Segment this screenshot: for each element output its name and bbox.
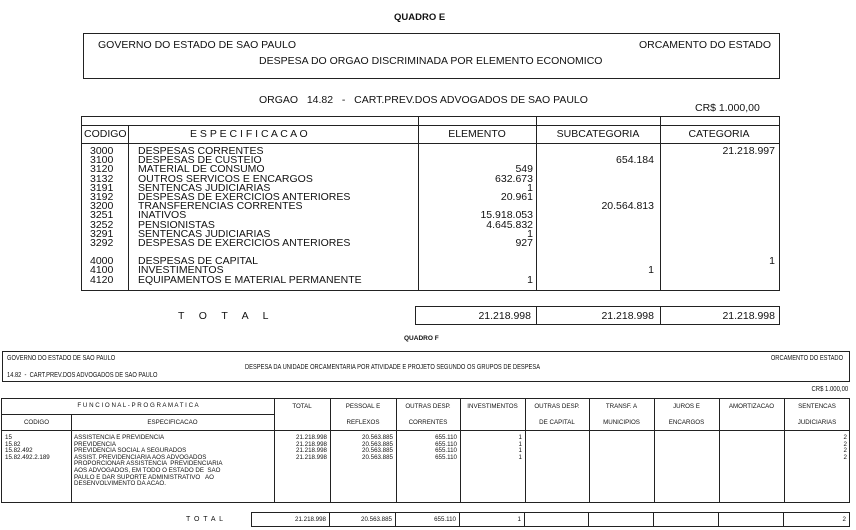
- col-outras-corr-2: CORRENTES: [408, 419, 448, 426]
- total-categoria: 21.218.998: [722, 310, 775, 322]
- row-spec: EQUIPAMENTOS E MATERIAL PERMANENTE: [138, 273, 362, 286]
- row-elemento: 20.961: [500, 190, 533, 203]
- col-outras-corr-1: OUTRAS DESP.: [405, 403, 451, 410]
- col-amortizacao: AMORTIZACAO: [728, 403, 775, 410]
- row-categoria: [660, 193, 775, 202]
- row-subcategoria: [536, 239, 654, 248]
- row-code: 3191: [90, 181, 114, 194]
- row-code: 3252: [90, 218, 114, 231]
- row-subcategoria: [536, 165, 654, 174]
- quadro-e-total-box: [415, 306, 780, 325]
- row-categoria: [660, 266, 775, 275]
- row-subcategoria: [536, 175, 654, 184]
- row-subcategoria: [536, 221, 654, 230]
- col-total: TOTAL: [292, 403, 312, 410]
- quadro-f-table: [1, 398, 850, 503]
- row-code: 3132: [90, 172, 114, 185]
- row-elemento: 4.645.832: [486, 218, 533, 231]
- currency-unit: CR$ 1.000,00: [695, 102, 760, 114]
- row-subcategoria: [536, 230, 654, 239]
- gov-title-f: GOVERNO DO ESTADO DE SAO PAULO: [7, 355, 116, 362]
- row-spec: SENTENCAS JUDICIARIAS: [138, 181, 271, 194]
- row-code: 4120: [90, 273, 114, 286]
- row-elemento: 1: [527, 181, 533, 194]
- col-elemento: ELEMENTO: [448, 128, 506, 140]
- row-spec: TRANSFERENCIAS CORRENTES: [138, 200, 303, 213]
- row-subcategoria: 1: [648, 264, 654, 277]
- budget-title-f: ORCAMENTO DO ESTADO: [770, 355, 843, 362]
- row-elemento: 632.673: [495, 172, 533, 185]
- codigo-column-f: [5, 435, 50, 461]
- row-spec-f: PREVIDENCIA: [74, 440, 116, 448]
- elemento-column: [418, 147, 533, 285]
- report-subtitle: DESPESA DO ORGAO DISCRIMINADA POR ELEMENTO ECONOMICO: [259, 55, 603, 67]
- quadro-e-title: QUADRO E: [394, 12, 446, 23]
- col-categoria: CATEGORIA: [688, 128, 750, 140]
- col-codigo-f: CODIGO: [23, 419, 50, 426]
- row-categoria: [660, 175, 775, 184]
- budget-title: ORCAMENTO DO ESTADO: [638, 39, 771, 51]
- row-code: 3120: [90, 163, 114, 176]
- row-spec-f: ASSISTENCIA E PREVIDENCIA: [74, 434, 165, 441]
- row-categoria: [660, 276, 775, 285]
- row-elemento: [418, 257, 533, 266]
- row-subcategoria: [536, 184, 654, 193]
- invest-column-f: 1 1 1 1: [518, 434, 522, 461]
- col-codigo: CODIGO: [84, 128, 127, 140]
- total-elemento: 21.218.998: [478, 310, 531, 322]
- row-code: 3100: [90, 154, 114, 167]
- total-f-outras: 655.110: [434, 516, 456, 523]
- pessoal-column-f: 20.563.885 20.563.885 20.563.885 20.563.885: [362, 434, 393, 461]
- row-spec: DESPESAS DE EXERCICIOS ANTERIORES: [138, 190, 351, 203]
- total-f-sentencas: 2: [842, 516, 846, 523]
- row-elemento: 549: [515, 163, 533, 176]
- row-spec: OUTROS SERVICOS E ENCARGOS: [138, 172, 313, 185]
- row-spec: DESPESAS DE EXERCICIOS ANTERIORES: [138, 236, 351, 249]
- row-spec-f: PREVIDENCIA SOCIAL A SEGURADOS: [74, 447, 187, 455]
- row-spec: MATERIAL DE CONSUMO: [138, 163, 265, 176]
- organ-line-f: 14.82 - CART.PREV.DOS ADVOGADOS DE SAO PAULO: [7, 372, 158, 379]
- col-pessoal-2: REFLEXOS: [346, 419, 380, 426]
- col-sentencas-1: SENTENCAS: [798, 403, 836, 410]
- row-elemento: [418, 248, 533, 257]
- spec-continuation: AOS ADVOGADOS, EM TODO O ESTADO DE SAO: [74, 466, 221, 474]
- row-elemento: [418, 147, 533, 156]
- col-pessoal-1: PESSOAL E: [345, 403, 381, 410]
- row-elemento: 927: [515, 236, 533, 249]
- row-code: 3192: [90, 190, 114, 203]
- col-especificacao: E S P E C I F I C A C A O: [190, 128, 308, 140]
- row-spec: PENSIONISTAS: [138, 218, 215, 231]
- total-column-f: 21.218.998 21.218.998 21.218.998 21.218.998: [296, 434, 327, 461]
- row-code: 4100: [90, 264, 114, 277]
- quadro-f-header-box: [2, 351, 850, 382]
- quadro-f-title: QUADRO F: [404, 335, 439, 342]
- row-subcategoria: [536, 211, 654, 220]
- row-elemento: [418, 266, 533, 275]
- outras-column-f: 655.110 655.110 655.110 655.110: [435, 434, 457, 461]
- subtitle-f: DESPESA DA UNIDADE ORCAMENTARIA POR ATIVIDADE E PROJETO SEGUNDO OS GRUPOS DE DESPESA: [245, 364, 541, 371]
- col-transf-1: TRANSF. A: [605, 403, 638, 410]
- col-outras-cap-2: DE CAPITAL: [539, 419, 575, 426]
- total-label: T O T A L: [178, 310, 269, 322]
- col-juros-2: ENCARGOS: [668, 419, 705, 426]
- col-sentencas-2: JUDICIARIAS: [797, 419, 837, 426]
- quadro-e-header-box: [83, 33, 780, 79]
- quadro-e-table: [81, 116, 780, 291]
- row-categoria: 1: [769, 255, 775, 268]
- row-categoria: 21.218.997: [722, 145, 775, 157]
- row-elemento: 15.918.053: [480, 209, 533, 222]
- row-spec: SENTENCAS JUDICIARIAS: [138, 227, 271, 240]
- col-juros-1: JUROS E: [673, 403, 700, 410]
- quadro-f-total-box: [251, 512, 850, 527]
- row-subcategoria: [536, 276, 654, 285]
- col-subcategoria: SUBCATEGORIA: [556, 128, 640, 140]
- spec-column: [138, 147, 362, 285]
- spec-continuation: PAULO E DAR SUPORTE ADMINISTRATIVO AO: [74, 473, 214, 481]
- col-investimentos: INVESTIMENTOS: [467, 403, 518, 410]
- row-categoria: [660, 248, 775, 257]
- row-categoria: [660, 156, 775, 165]
- row-code-f: 15.82.492.2.189: [5, 453, 50, 461]
- total-f-invest: 1: [517, 516, 521, 523]
- row-code-f: 15.82: [5, 440, 21, 448]
- row-subcategoria: 654.184: [616, 154, 654, 167]
- row-elemento: 1: [527, 227, 533, 240]
- row-code: 3251: [90, 209, 114, 222]
- row-code: 3292: [90, 236, 114, 249]
- total-label-f: T O T A L: [186, 516, 223, 523]
- row-spec: DESPESAS DE CUSTEIO: [138, 154, 262, 167]
- col-funcional: F U N C I O N A L - P R O G R A M A T I C A: [77, 402, 199, 409]
- row-categoria: [660, 202, 775, 211]
- row-code: 4000: [90, 255, 114, 268]
- row-categoria: [660, 184, 775, 193]
- subcategoria-column: [536, 147, 654, 285]
- categoria-column: [660, 147, 775, 285]
- row-code-f: 15.82.492: [5, 447, 33, 455]
- spec-continuation: PROPORCIONAR ASSISTENCIA PREVIDENCIARIA: [74, 460, 223, 468]
- row-subcategoria: [536, 248, 654, 257]
- col-transf-2: MUNICIPIOS: [603, 419, 640, 426]
- row-spec-f: ASSIST. PREVIDENCIARIA AOS ADVOGADOS: [74, 453, 207, 461]
- row-spec: INVESTIMENTOS: [138, 264, 224, 277]
- organ-line: ORGAO 14.82 - CART.PREV.DOS ADVOGADOS DE SAO PAULO: [259, 94, 588, 106]
- row-categoria: [660, 230, 775, 239]
- row-categoria: [660, 211, 775, 220]
- currency-unit-f: CR$ 1.000,00: [811, 386, 848, 393]
- row-code-f: 15: [5, 434, 12, 441]
- code-column: [90, 147, 113, 285]
- spec-continuation: DESENVOLVIMENTO DA ACAO.: [74, 480, 166, 488]
- row-spec: INATIVOS: [138, 209, 187, 222]
- row-spec: DESPESAS DE CAPITAL: [138, 255, 259, 268]
- row-categoria: [660, 221, 775, 230]
- total-f-total: 21.218.998: [295, 516, 326, 523]
- spec-column-f: [74, 435, 223, 488]
- row-subcategoria: [536, 257, 654, 266]
- row-categoria: [660, 165, 775, 174]
- row-elemento: 1: [527, 273, 533, 286]
- total-subcategoria: 21.218.998: [601, 310, 654, 322]
- row-subcategoria: 20.564.813: [601, 200, 654, 213]
- row-categoria: [660, 239, 775, 248]
- col-outras-cap-1: OUTRAS DESP.: [534, 403, 580, 410]
- gov-title: GOVERNO DO ESTADO DE SAO PAULO: [98, 39, 296, 51]
- col-especificacao-f: ESPECIFICACAO: [147, 419, 198, 426]
- row-code: 3200: [90, 200, 114, 213]
- row-code: 3000: [90, 145, 114, 157]
- row-spec: DESPESAS CORRENTES: [138, 145, 264, 157]
- total-f-pessoal: 20.563.885: [361, 516, 392, 523]
- row-code: 3291: [90, 227, 114, 240]
- sentencas-column-f: 2 2 2 2: [843, 434, 847, 461]
